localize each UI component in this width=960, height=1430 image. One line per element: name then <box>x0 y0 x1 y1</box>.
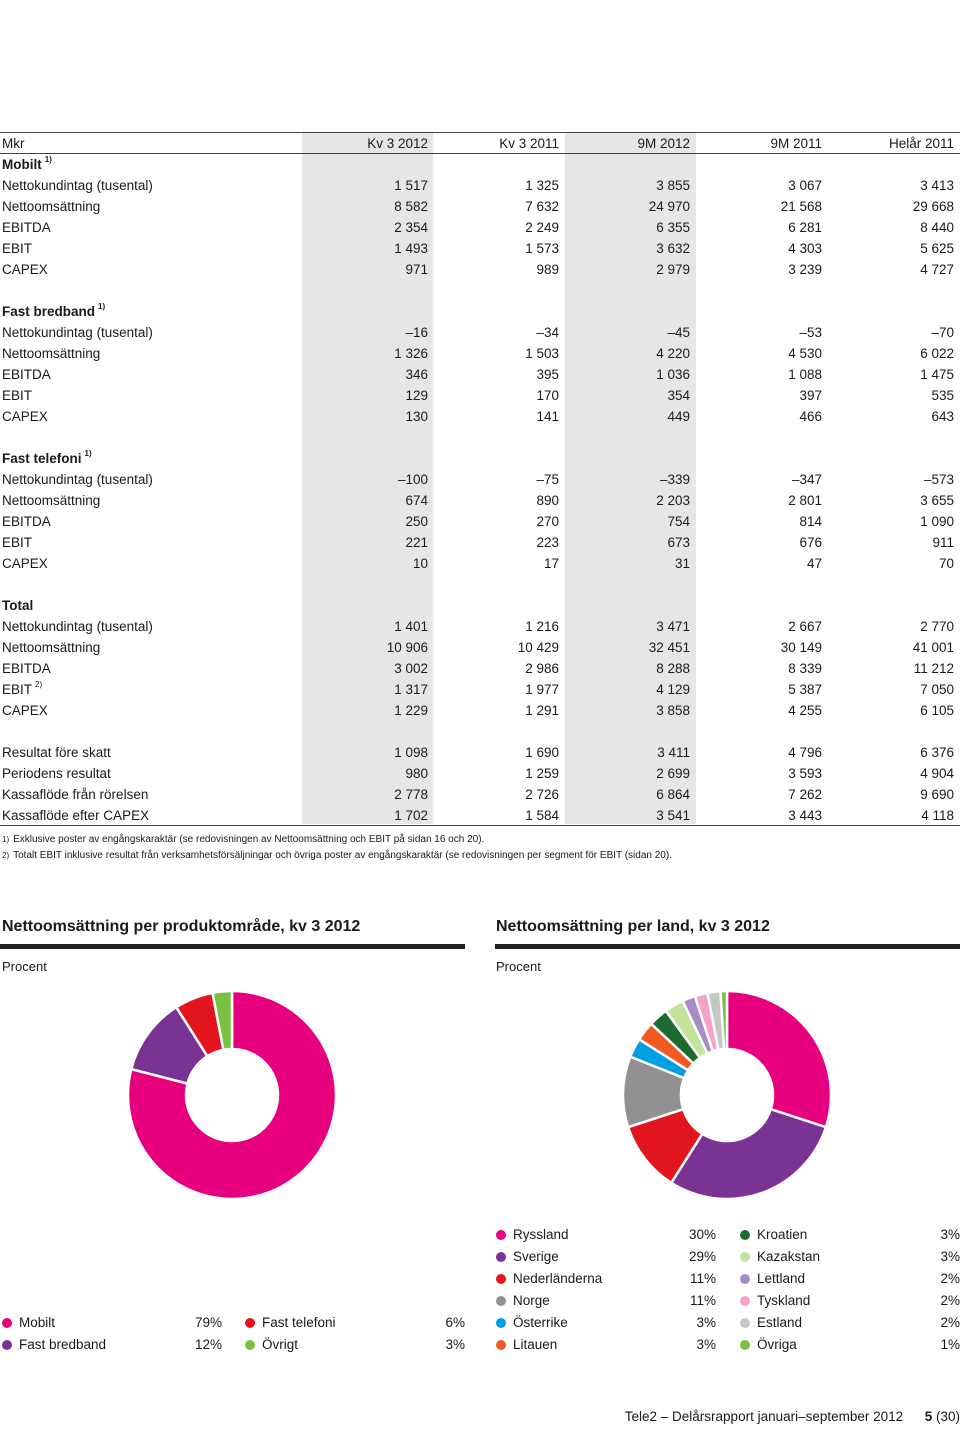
legend-label: Lettland <box>757 1271 806 1286</box>
legend-value: 11% <box>689 1271 716 1286</box>
table-cell: 643 <box>931 409 954 424</box>
table-cell: 1 088 <box>788 367 822 382</box>
legend-swatch <box>2 1340 12 1350</box>
legend-item <box>740 1290 960 1312</box>
footnote-text: Exklusive poster av engångskaraktär (se redovisningen av Nettoomsättning och EBIT på sidan 16 och 20). <box>13 834 485 845</box>
footnote-marker: 1) <box>84 449 92 458</box>
legend-label: Ryssland <box>513 1227 569 1242</box>
table-cell: 41 001 <box>912 640 954 655</box>
table-cell: 7 262 <box>788 787 822 802</box>
legend-swatch <box>496 1274 506 1284</box>
row-label-text: Nettoomsättning <box>2 199 101 214</box>
legend-value: 3% <box>696 1337 716 1352</box>
row-label-text: EBIT <box>2 388 33 403</box>
table-cell: 7 050 <box>920 682 954 697</box>
table-cell: 9 690 <box>920 787 954 802</box>
table-cell: 32 451 <box>648 640 690 655</box>
legend-item <box>740 1334 960 1356</box>
table-cell: 2 699 <box>656 766 690 781</box>
table-cell: –70 <box>931 325 954 340</box>
table-cell: 10 906 <box>386 640 428 655</box>
table-cell: 4 129 <box>656 682 690 697</box>
pie-slice-sverige <box>671 1109 826 1199</box>
legend-value: 30% <box>688 1227 716 1242</box>
legend-swatch <box>2 1318 12 1328</box>
table-cell: 8 582 <box>394 199 428 214</box>
table-cell: 1 259 <box>525 766 559 781</box>
legend-item <box>496 1224 716 1246</box>
legend-label: Norge <box>513 1293 550 1308</box>
table-cell: 8 440 <box>920 220 954 235</box>
legend-label: Estland <box>757 1315 803 1330</box>
row-label-text: EBIT <box>2 241 33 256</box>
row-label-text: EBITDA <box>2 220 51 235</box>
table-cell: 2 667 <box>788 619 822 634</box>
footnote-marker: 1) <box>44 155 52 164</box>
legend-value: 1% <box>940 1337 960 1352</box>
table-cell: 8 339 <box>788 661 822 676</box>
legend-item <box>740 1224 960 1246</box>
legend-value: 3% <box>940 1249 960 1264</box>
section-title-text: Total <box>2 598 34 613</box>
legend-item <box>496 1334 716 1356</box>
table-cell: 535 <box>931 388 954 403</box>
table-cell: 346 <box>405 367 428 382</box>
table-cell: –45 <box>667 325 690 340</box>
table-cell: –34 <box>536 325 559 340</box>
legend-label: Sverige <box>513 1249 559 1264</box>
table-cell: 1 229 <box>394 703 428 718</box>
row-label: Kassaflöde från rörelsen <box>2 787 149 802</box>
table-cell: 4 727 <box>920 262 954 277</box>
table-cell: 354 <box>667 388 690 403</box>
table-cell: 6 376 <box>920 745 954 760</box>
legend-label: Övriga <box>757 1337 797 1352</box>
chart-subtitle-product: Procent <box>2 959 47 974</box>
legend-value: 3% <box>445 1337 465 1352</box>
table-cell: 911 <box>932 535 954 550</box>
legend-label: Kazakstan <box>757 1249 821 1264</box>
table-cell: 2 249 <box>525 220 559 235</box>
table-cell: 141 <box>536 409 559 424</box>
legend-swatch <box>496 1230 506 1240</box>
table-cell: 130 <box>405 409 428 424</box>
row-label-text: EBIT <box>2 535 33 550</box>
table-cell: 5 387 <box>788 682 822 697</box>
row-label-text: Nettokundintag (tusental) <box>2 325 153 340</box>
table-cell: 1 584 <box>525 808 559 823</box>
table-cell: 6 864 <box>656 787 690 802</box>
legend-value: 79% <box>194 1315 222 1330</box>
table-cell: 3 443 <box>788 808 822 823</box>
legend-item <box>496 1312 716 1334</box>
legend-label: Österrike <box>513 1315 568 1330</box>
table-cell: 1 098 <box>394 745 428 760</box>
legend-swatch <box>245 1318 255 1328</box>
table-cell: 1 401 <box>394 619 428 634</box>
legend-swatch <box>740 1340 750 1350</box>
table-header-cell: 9M 2011 <box>770 136 822 151</box>
table-cell: 1 493 <box>394 241 428 256</box>
table-cell: 1 036 <box>656 367 690 382</box>
chart-subtitle-country: Procent <box>496 959 541 974</box>
legend-swatch <box>245 1340 255 1350</box>
legend-value: 11% <box>689 1293 716 1308</box>
table-cell: 673 <box>667 535 690 550</box>
legend-label: Fast telefoni <box>262 1315 336 1330</box>
table-cell: 3 855 <box>656 178 690 193</box>
legend-item <box>740 1268 960 1290</box>
legend-item <box>740 1312 960 1334</box>
table-header-cell: Kv 3 2012 <box>367 136 428 151</box>
table-cell: 221 <box>405 535 428 550</box>
table-cell: 4 255 <box>788 703 822 718</box>
table-cell: 2 986 <box>525 661 559 676</box>
page-footer <box>625 1409 960 1424</box>
legend-label: Mobilt <box>19 1315 56 1330</box>
legend-swatch <box>496 1318 506 1328</box>
table-cell: 3 632 <box>656 241 690 256</box>
footnote-mark: 1) <box>2 835 10 844</box>
table-cell: 2 778 <box>394 787 428 802</box>
table-cell: 5 625 <box>920 241 954 256</box>
table-cell: 676 <box>799 535 822 550</box>
legend-value: 29% <box>688 1249 716 1264</box>
table-cell: 2 770 <box>920 619 954 634</box>
legend-label: Nederländerna <box>513 1271 603 1286</box>
legend-swatch <box>740 1318 750 1328</box>
table-cell: 989 <box>536 262 559 277</box>
row-label-text: EBIT <box>2 682 33 697</box>
table-cell: 3 471 <box>656 619 690 634</box>
legend-item <box>245 1312 465 1334</box>
table-cell: 21 568 <box>780 199 822 214</box>
table-cell: 1 573 <box>525 241 559 256</box>
table-header-cell: Mkr <box>2 136 25 151</box>
table-cell: 4 220 <box>656 346 690 361</box>
row-label-text: EBITDA <box>2 514 51 529</box>
table-cell: 170 <box>536 388 559 403</box>
row-label-text: Nettokundintag (tusental) <box>2 619 153 634</box>
table-cell: –53 <box>799 325 822 340</box>
table-cell: 1 702 <box>394 808 428 823</box>
table-cell: 1 475 <box>920 367 954 382</box>
legend-value: 3% <box>696 1315 716 1330</box>
table-cell: 2 354 <box>394 220 428 235</box>
table-header-cell: Kv 3 2011 <box>499 136 559 151</box>
table-cell: 47 <box>806 556 822 571</box>
table-cell: 270 <box>536 514 559 529</box>
table-cell: 971 <box>405 262 428 277</box>
section-title-text: Fast telefoni <box>2 451 82 466</box>
table-cell: 3 858 <box>656 703 690 718</box>
legend-label: Litauen <box>513 1337 558 1352</box>
legend-swatch <box>496 1252 506 1262</box>
legend-item <box>2 1312 222 1334</box>
table-cell: 1 503 <box>525 346 559 361</box>
row-label-text: Nettoomsättning <box>2 493 101 508</box>
table-cell: 754 <box>667 514 690 529</box>
table-cell: 129 <box>405 388 428 403</box>
row-label-text: Nettoomsättning <box>2 346 101 361</box>
table-cell: 1 216 <box>525 619 559 634</box>
footnote-marker: 1) <box>98 302 106 311</box>
table-cell: 1 977 <box>525 682 559 697</box>
table-cell: 2 726 <box>525 787 559 802</box>
table-cell: 980 <box>405 766 428 781</box>
table-cell: 3 239 <box>788 262 822 277</box>
legend-value: 2% <box>940 1293 960 1308</box>
table-cell: 223 <box>536 535 559 550</box>
legend-value: 12% <box>194 1337 222 1352</box>
table-cell: 6 281 <box>788 220 822 235</box>
row-label-text: Nettokundintag (tusental) <box>2 178 153 193</box>
legend-item <box>245 1334 465 1356</box>
row-label-text: EBITDA <box>2 661 51 676</box>
row-label-text: CAPEX <box>2 703 48 718</box>
row-label-text: Nettokundintag (tusental) <box>2 472 153 487</box>
legend-swatch <box>740 1230 750 1240</box>
table-cell: 814 <box>799 514 822 529</box>
legend-value: 3% <box>940 1227 960 1242</box>
footnote-mark: 2) <box>2 851 10 860</box>
section-title-text: Fast bredband <box>2 304 96 319</box>
page-total: (30) <box>935 1409 960 1424</box>
table-cell: 1 326 <box>394 346 428 361</box>
row-label: Resultat före skatt <box>2 745 111 760</box>
table-cell: 30 149 <box>780 640 822 655</box>
row-label-text: CAPEX <box>2 409 48 424</box>
table-cell: 466 <box>799 409 822 424</box>
table-cell: 1 090 <box>920 514 954 529</box>
table-cell: 17 <box>543 556 559 571</box>
footnote-marker: 2) <box>35 680 43 689</box>
table-cell: 3 413 <box>920 178 954 193</box>
table-header-cell: Helår 2011 <box>888 136 954 151</box>
table-cell: 3 067 <box>788 178 822 193</box>
table-cell: 1 317 <box>394 682 428 697</box>
legend-item <box>496 1290 716 1312</box>
table-cell: 395 <box>536 367 559 382</box>
table-cell: 3 655 <box>920 493 954 508</box>
row-label-text: CAPEX <box>2 262 48 277</box>
table-cell: 1 517 <box>394 178 428 193</box>
table-cell: –75 <box>536 472 559 487</box>
table-cell: 1 690 <box>525 745 559 760</box>
table-cell: 4 303 <box>788 241 822 256</box>
table-cell: –573 <box>923 472 954 487</box>
report-title: Tele2 – Delårsrapport januari–september 2012 <box>624 1409 904 1424</box>
table-cell: 10 <box>412 556 428 571</box>
table-cell: 2 979 <box>656 262 690 277</box>
row-label: Kassaflöde efter CAPEX <box>2 808 150 823</box>
table-cell: 2 801 <box>788 493 822 508</box>
table-cell: 890 <box>536 493 559 508</box>
legend-swatch <box>740 1252 750 1262</box>
table-cell: –16 <box>405 325 428 340</box>
table-header-cell: 9M 2012 <box>637 136 690 151</box>
table-cell: 449 <box>667 409 690 424</box>
table-cell: 3 593 <box>788 766 822 781</box>
table-cell: 4 904 <box>920 766 954 781</box>
table-cell: 6 355 <box>656 220 690 235</box>
legend-label: Övrigt <box>262 1337 299 1352</box>
table-cell: 6 022 <box>920 346 954 361</box>
pie-slice-ryssland <box>727 991 831 1127</box>
table-cell: 29 668 <box>912 199 954 214</box>
legend-item <box>2 1334 222 1356</box>
table-cell: 3 411 <box>657 745 690 760</box>
legend-label: Kroatien <box>757 1227 808 1242</box>
legend-swatch <box>740 1296 750 1306</box>
legend-value: 6% <box>445 1315 465 1330</box>
table-cell: 31 <box>674 556 690 571</box>
table-cell: 8 288 <box>656 661 690 676</box>
table-cell: 6 105 <box>920 703 954 718</box>
table-cell: 4 118 <box>921 808 954 823</box>
chart-title-product: Nettoomsättning per produktområde, kv 3 2012 <box>2 918 361 935</box>
table-cell: 397 <box>799 388 822 403</box>
section-title-text: Mobilt <box>2 157 42 172</box>
legend-item <box>496 1246 716 1268</box>
table-cell: 1 325 <box>525 178 559 193</box>
legend-swatch <box>496 1296 506 1306</box>
legend-swatch <box>740 1274 750 1284</box>
page-number: 5 <box>924 1409 933 1424</box>
table-cell: –100 <box>397 472 428 487</box>
legend-label: Tyskland <box>757 1293 811 1308</box>
legend-swatch <box>496 1340 506 1350</box>
row-label: Periodens resultat <box>2 766 111 781</box>
legend-label: Fast bredband <box>19 1337 107 1352</box>
table-cell: 250 <box>405 514 428 529</box>
table-cell: –339 <box>659 472 690 487</box>
legend-item <box>496 1268 716 1290</box>
table-cell: 674 <box>405 493 428 508</box>
table-cell: 1 291 <box>525 703 559 718</box>
row-label-text: EBITDA <box>2 367 51 382</box>
footnote-text: Totalt EBIT inklusive resultat från verksamhetsförsäljningar och övriga poster av engångskaraktär (se redovisningen per segment för EBIT (sidan 20). <box>13 850 672 861</box>
table-cell: 24 970 <box>648 199 690 214</box>
table-cell: 7 632 <box>525 199 559 214</box>
row-label-text: Nettoomsättning <box>2 640 101 655</box>
table-cell: 11 212 <box>913 661 954 676</box>
table-cell: 3 002 <box>394 661 428 676</box>
table-cell: 4 796 <box>788 745 822 760</box>
table-cell: 10 429 <box>517 640 559 655</box>
table-cell: 70 <box>938 556 954 571</box>
legend-value: 2% <box>940 1271 960 1286</box>
table-cell: 4 530 <box>788 346 822 361</box>
chart-title-country: Nettoomsättning per land, kv 3 2012 <box>496 918 770 935</box>
legend-item <box>740 1246 960 1268</box>
row-label-text: CAPEX <box>2 556 48 571</box>
table-cell: 2 203 <box>656 493 690 508</box>
legend-value: 2% <box>940 1315 960 1330</box>
table-cell: –347 <box>791 472 822 487</box>
table-cell: 3 541 <box>656 808 690 823</box>
